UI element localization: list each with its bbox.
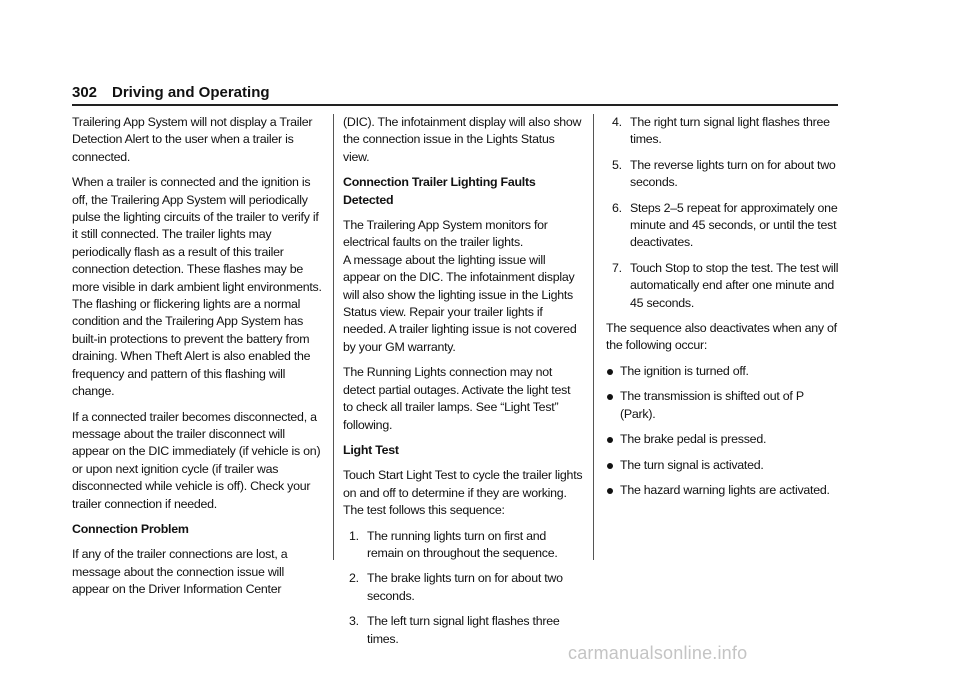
step-text: The brake lights turn on for about two seconds. (367, 571, 563, 603)
step-item (606, 157, 842, 192)
step-item (343, 613, 583, 648)
header-rule (72, 104, 838, 106)
step-item (606, 260, 842, 312)
step-number: 4. (612, 115, 622, 129)
bullet-item (606, 388, 842, 423)
step-text: Steps 2–5 repeat for approximately one minute and 45 seconds, or until the test deactivates. (630, 200, 838, 250)
paragraph: Trailering App System will not display a Trailer Detection Alert to the user when a trailer is connected. (72, 115, 313, 164)
bullet-icon (607, 369, 613, 375)
text-column-1 (72, 114, 324, 607)
column-divider (333, 114, 334, 560)
paragraph: (DIC). The infotainment display will also show the connection issue in the Lights Status view. (343, 115, 582, 164)
bullet-icon (607, 394, 613, 400)
page-number: 302 (72, 84, 98, 101)
bullet-item (606, 431, 842, 448)
step-number: 1. (349, 528, 359, 543)
bullet-icon (607, 437, 613, 443)
step-number: 3. (349, 614, 359, 629)
step-item (343, 528, 583, 563)
bullet-text: The transmission is shifted out of P (Park). (620, 389, 804, 421)
text-column-2 (343, 114, 583, 656)
step-text: The running lights turn on first and remain on throughout the sequence. (367, 528, 558, 560)
paragraph: If any of the trailer connections are lost, a message about the connection issue will appear on the Driver Information Center (72, 547, 288, 597)
bullet-item (606, 482, 842, 499)
column-divider (593, 114, 594, 560)
step-item (606, 200, 842, 252)
bullet-item (606, 457, 842, 474)
text-column-3 (606, 114, 842, 507)
step-text: The left turn signal light flashes three times. (367, 614, 560, 646)
paragraph: Touch Start Light Test to cycle the trailer lights on and off to determine if they are working. The test follows this sequence: (343, 468, 583, 518)
paragraph: A message about the lighting issue will appear on the DIC. The infotainment display will also show the lighting issue in the Lights Status view. Repair your trailer lights if needed. A trailer lighting issue is not covered by your GM warranty. (343, 252, 577, 354)
footer-watermark: carmanualsonline.info (568, 643, 748, 663)
bullet-text: The brake pedal is pressed. (620, 432, 767, 447)
step-text: The reverse lights turn on for about two seconds. (630, 157, 836, 190)
step-number: 5. (612, 157, 622, 172)
bullet-item (606, 363, 842, 380)
step-item (343, 570, 583, 605)
subheading-connection-problem: Connection Problem (72, 521, 189, 536)
bullet-text: The turn signal is activated. (620, 457, 764, 472)
step-item (606, 114, 842, 149)
page-header (72, 82, 838, 106)
paragraph: The sequence also deactivates when any of the following occur: (606, 321, 837, 353)
paragraph: The Trailering App System monitors for electrical faults on the trailer lights. (343, 218, 548, 250)
step-text: The right turn signal light flashes three times. (630, 115, 830, 147)
bullet-text: The ignition is turned off. (620, 363, 749, 378)
bullet-icon (607, 463, 613, 469)
bullet-icon (607, 488, 613, 494)
step-text: Touch Stop to stop the test. The test will automatically end after one minute and 45 seconds. (630, 260, 839, 310)
paragraph: If a connected trailer becomes disconnected, a message about the trailer disconnect will appear on the DIC immediately (if vehicle is on) or upon next ignition cycle (if trailer was disconnected while vehicle is off). Check your trailer connection if needed. (72, 409, 321, 511)
subheading-light-test: Light Test (343, 442, 399, 457)
paragraph: The Running Lights connection may not detect partial outages. Activate the light test to check all trailer lamps. See “Light Test” following. (343, 365, 571, 432)
step-number: 6. (612, 200, 622, 215)
step-number: 7. (612, 260, 622, 275)
section-title: Driving and Operating (112, 84, 270, 101)
paragraph: When a trailer is connected and the ignition is off, the Trailering App System will periodically pulse the lighting circuits of the trailer to verify if it still connected. The trailer lights may periodically flash as a result of this trailer connection detection. These flashes may be more visible in dark ambient light environments. The flashing or flickering lights are a normal condition and the Trailering App System has built-in protections to prevent the battery from draining. When Theft Alert is also enabled the frequency and pattern of this flashing will change. (72, 175, 322, 399)
bullet-text: The hazard warning lights are activated. (620, 482, 830, 497)
step-number: 2. (349, 571, 359, 586)
subheading-lighting-faults: Connection Trailer Lighting Faults Detected (343, 175, 536, 207)
